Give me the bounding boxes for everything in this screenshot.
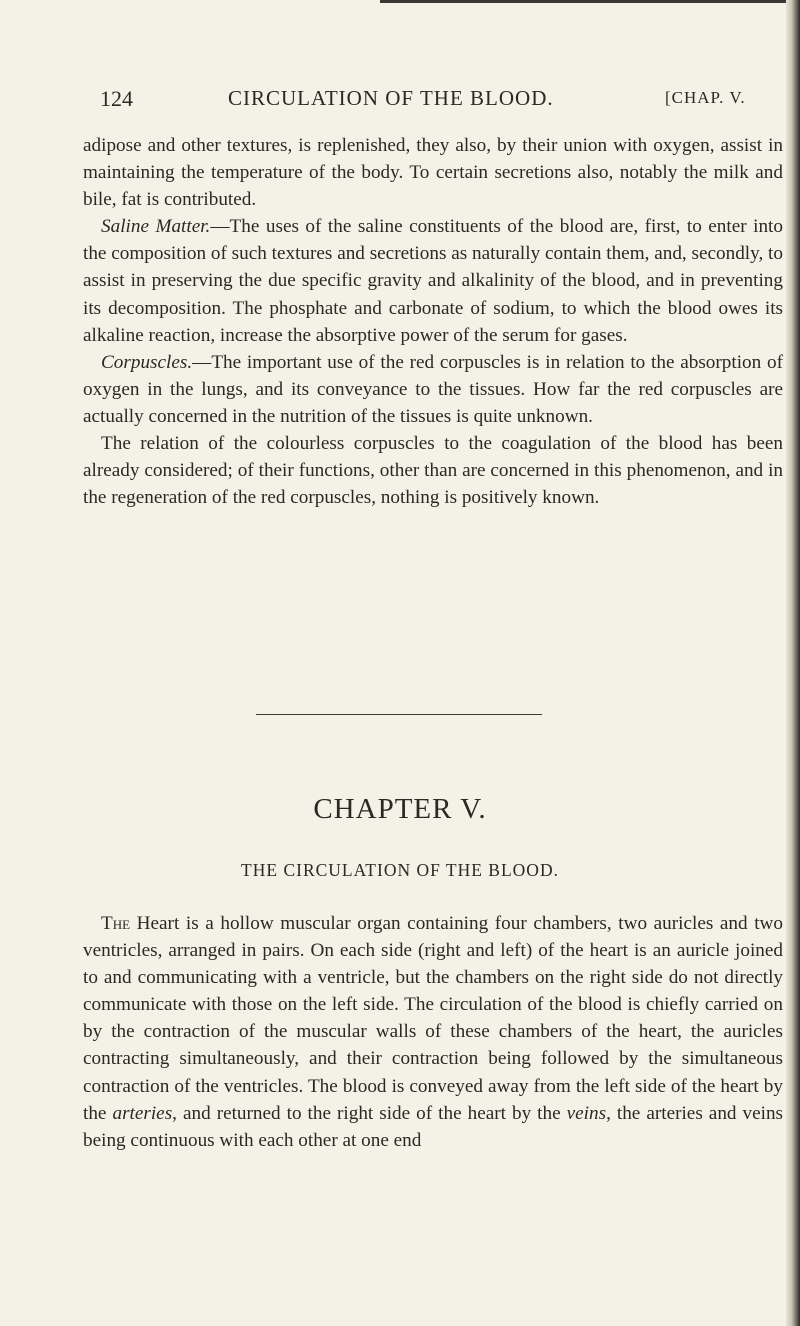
veins-term: veins — [566, 1102, 607, 1124]
section-divider — [256, 714, 542, 715]
previous-chapter-text — [83, 132, 783, 511]
arteries-term: arteries — [112, 1102, 173, 1124]
paragraph-adipose: adipose and other textures, is replenished, they also, by their union with oxygen, assist in maintaining the temperature of the body. To certain secretions also, notably the milk and bile, fat is contributed. — [83, 135, 783, 211]
paragraph-corpuscles — [83, 349, 783, 430]
chapter-heading: CHAPTER V. — [313, 793, 487, 825]
paragraph-saline-matter — [83, 213, 783, 348]
heart-text-part2: , and returned to the right side of the heart by the — [172, 1102, 561, 1124]
page-number: 124 — [100, 86, 133, 111]
page-top-edge — [380, 0, 800, 3]
chapter-title: THE CIRCULATION OF THE BLOOD. — [241, 860, 559, 880]
page-header — [100, 86, 800, 116]
chapter-reference: [CHAP. V. — [665, 88, 746, 107]
paragraph-colourless-corpuscles: The relation of the colourless corpuscles to the coagulation of the blood has been already considered; of their functions, other than are concerned in this phenomenon, and in the regeneration of the red corpuscles, nothing is positively known. — [83, 433, 783, 509]
heart-text-part1: Heart is a hollow muscular organ containing four chambers, two auricles and two ventricles, arranged in pairs. On each side (right and left) of the heart is an auricle joined to and communicating with a ventricle, but the chambers on the right side do not directly communicate with those on the left side. The circulation of the blood is chiefly carried on by the contraction of the muscular walls of these chambers of the heart, the auricles contracting simultaneously, and their contraction being followed by the simultaneous contraction of the ventricles. The blood is conveyed away from the left side of the heart by the — [83, 913, 783, 1124]
page-right-edge — [786, 0, 800, 1326]
running-title: CIRCULATION OF THE BLOOD. — [228, 86, 554, 110]
saline-matter-heading: Saline Matter. — [101, 216, 211, 238]
saline-matter-text: —The uses of the saline constituents of the blood are, first, to enter into the composition of such textures and secretions as naturally contain them, and, secondly, to assist in preserving the due specific gravity and alkalinity of the blood, and in preventing its decomposition. The phosphate and carbonate of sodium, to which the blood owes its alkaline reaction, increase the absorptive power of the serum for gases. — [83, 216, 783, 346]
corpuscles-heading: Corpuscles. — [101, 351, 193, 373]
lead-word: The — [101, 913, 131, 934]
heart-text-part3: , the arteries and veins being continuous with each other at one end — [83, 1102, 784, 1151]
paragraph-heart — [83, 910, 783, 1154]
corpuscles-text: —The important use of the red corpuscles is in relation to the absorption of oxygen in the lungs, and its conveyance to the tissues. How far the red corpuscles are actually concerned in the nutrition of the tissues is quite unknown. — [83, 351, 783, 427]
chapter-body-text — [83, 910, 783, 1154]
